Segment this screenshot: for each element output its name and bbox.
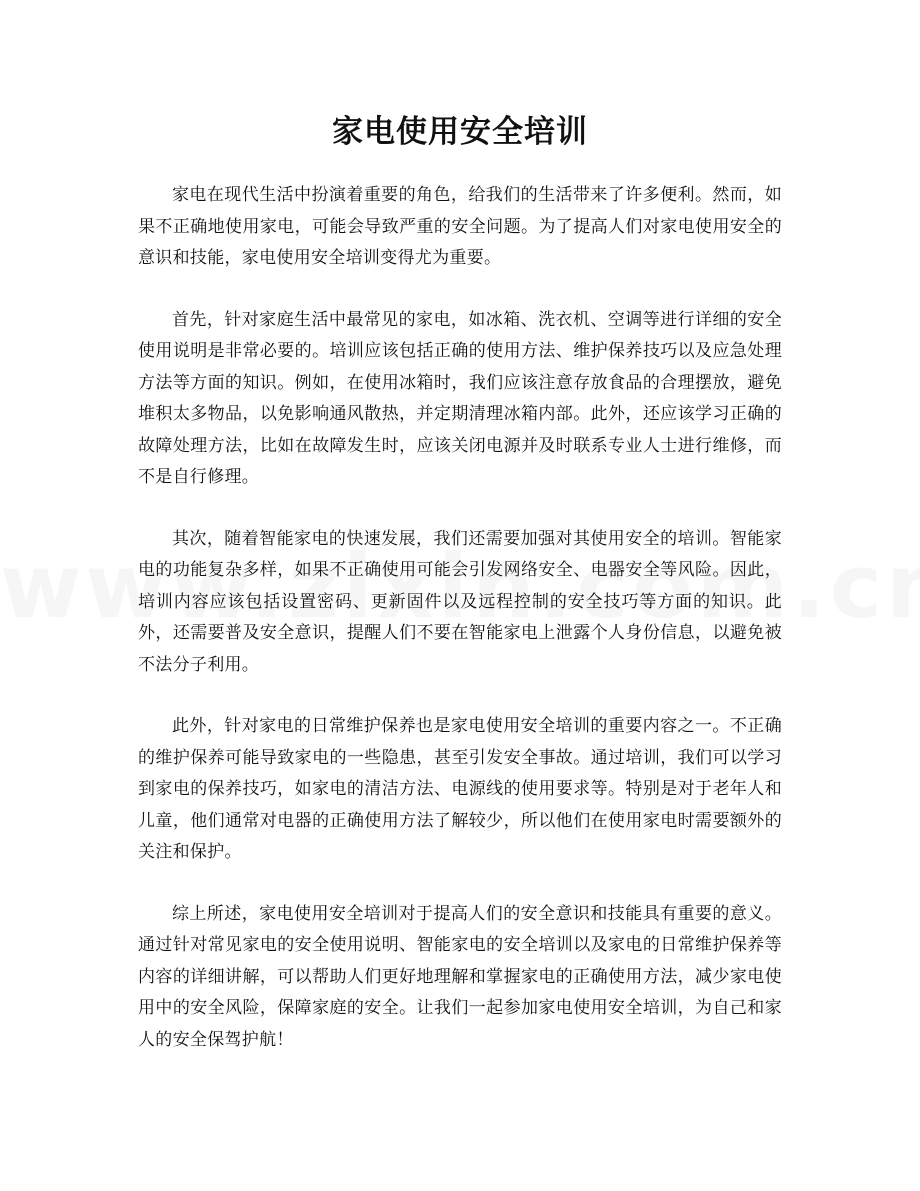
document-body <box>138 180 782 1086</box>
paragraph-smart-appliances: 其次，随着智能家电的快速发展，我们还需要加强对其使用安全的培训。智能家电的功能复杂多样，如果不正确使用可能会引发网络安全、电器安全等风险。因此，培训内容应该包括设置密码、更新固件以及远程控制的安全技巧等方面的知识。此外，还需要普及安全意识，提醒人们不要在智能家电上泄露个人身份信息，以避免被不法分子利用。 <box>138 528 782 675</box>
paragraph-intro: 家电在现代生活中扮演着重要的角色，给我们的生活带来了许多便利。然而，如果不正确地使用家电，可能会导致严重的安全问题。为了提高人们对家电使用安全的意识和技能，家电使用安全培训变得尤为重要。 <box>138 185 782 268</box>
paragraph-maintenance: 此外，针对家电的日常维护保养也是家电使用安全培训的重要内容之一。不正确的维护保养可能导致家电的一些隐患，甚至引发安全事故。通过培训，我们可以学习到家电的保养技巧，如家电的清洁方法、电源线的使用要求等。特别是对于老年人和儿童，他们通常对电器的正确使用方法了解较少，所以他们在使用家电时需要额外的关注和保护。 <box>138 716 782 862</box>
paragraph-conclusion: 综上所述，家电使用安全培训对于提高人们的安全意识和技能具有重要的意义。通过针对常见家电的安全使用说明、智能家电的安全培训以及家电的日常维护保养等内容的详细讲解，可以帮助人们更好地理解和掌握家电的正确使用方法，减少家电使用中的安全风险，保障家庭的安全。让我们一起参加家电使用安全培训，为自己和家人的安全保驾护航！ <box>138 903 782 1050</box>
document-title: 家电使用安全培训 <box>332 114 588 150</box>
paragraph-common-appliances: 首先，针对家庭生活中最常见的家电，如冰箱、洗衣机、空调等进行详细的安全使用说明是非常必要的。培训应该包括正确的使用方法、维护保养技巧以及应急处理方法等方面的知识。例如，在使用冰箱时，我们应该注意存放食品的合理摆放，避免堆积太多物品，以免影响通风散热，并定期清理冰箱内部。此外，还应该学习正确的故障处理方法，比如在故障发生时，应该关闭电源并及时联系专业人士进行维修，而不是自行修理。 <box>138 309 782 487</box>
